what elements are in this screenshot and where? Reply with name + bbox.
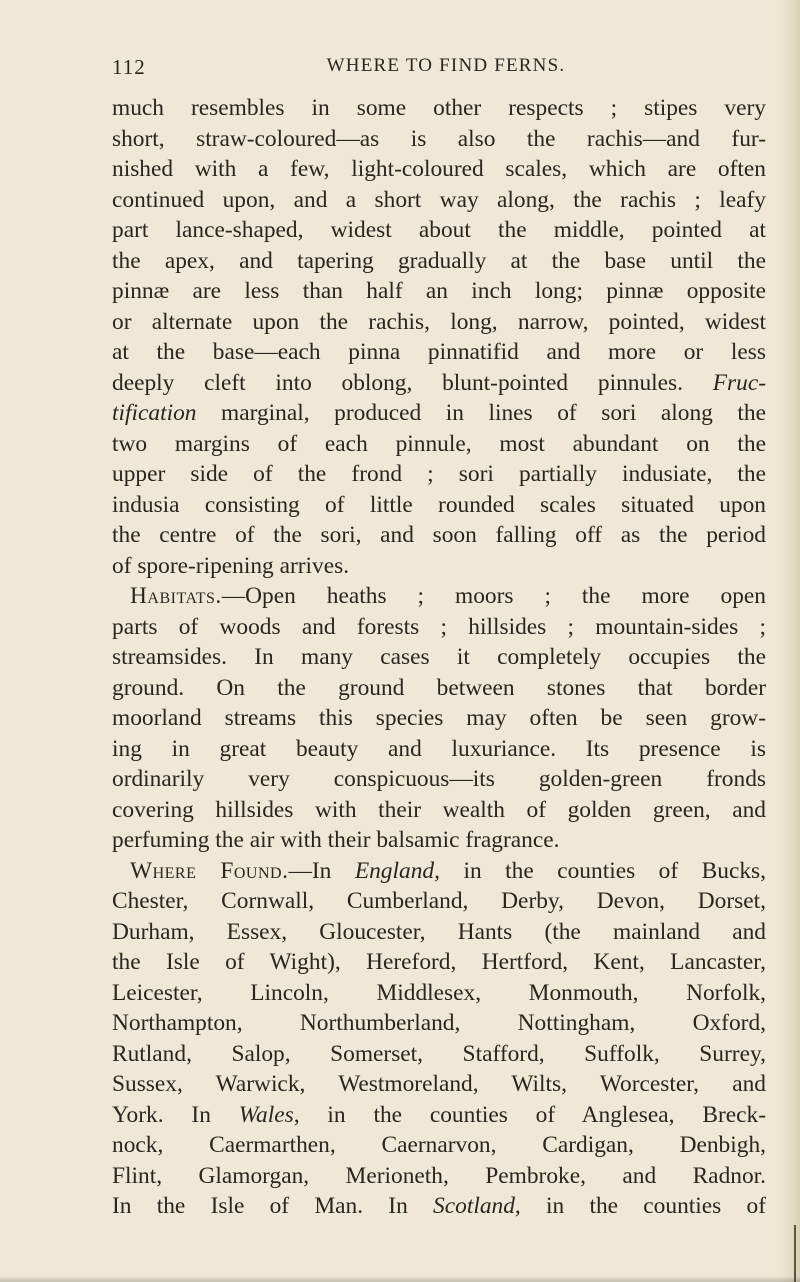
text-line: ordinarily very conspicuous—its golden-green fronds <box>112 766 766 792</box>
section-heading: Habitats. <box>130 583 222 609</box>
page-number: 112 <box>112 55 146 79</box>
text-line: much resembles in some other respects ; stipes very <box>112 95 766 121</box>
running-title: WHERE TO FIND FERNS. <box>326 55 566 76</box>
text-line: Flint, Glamorgan, Merioneth, Pembroke, and Radnor. <box>112 1162 766 1189</box>
text-line: ground. On the ground between stones that border <box>112 674 766 701</box>
text-line: nished with a few, light-coloured scales, which are often <box>112 156 766 182</box>
text-line: Durham, Essex, Gloucester, Hants (the mainland and <box>112 918 766 945</box>
text-line: continued upon, and a short way along, the rachis ; leafy <box>112 186 766 213</box>
text-line: Sussex, Warwick, Westmoreland, Wilts, Worcester, and <box>112 1071 766 1097</box>
text-line: moorland streams this species may often be seen grow- <box>112 705 766 731</box>
page-header <box>112 55 764 85</box>
text-line: covering hillsides with their wealth of golden green, and <box>112 796 766 823</box>
text-line: short, straw-coloured—as is also the rachis—and fur- <box>112 125 766 152</box>
text-line: the apex, and tapering gradually at the base until the <box>112 247 766 274</box>
text-line: pinnæ are less than half an inch long; pinnæ opposite <box>112 278 766 304</box>
text-line: two margins of each pinnule, most abundant on the <box>112 430 766 457</box>
text-line: Where Found.—In England, in the counties of Bucks, <box>130 857 766 884</box>
text-line: Leicester, Lincoln, Middlesex, Monmouth, Norfolk, <box>112 979 766 1006</box>
text-line: Chester, Cornwall, Cumberland, Derby, Devon, Dorset, <box>112 888 766 914</box>
text-line: at the base—each pinna pinnatifid and more or less <box>112 339 766 365</box>
text-line: of spore-ripening arrives. <box>112 552 350 579</box>
text-line: nock, Caermarthen, Caernarvon, Cardigan, Denbigh, <box>112 1132 766 1158</box>
text-line: part lance-shaped, widest about the middle, pointed at <box>112 217 766 243</box>
italic-term: Fruc- <box>712 369 766 396</box>
text-line: upper side of the frond ; sori partially indusiate, the <box>112 461 766 487</box>
text-line: the Isle of Wight), Hereford, Hertford, Kent, Lancaster, <box>112 949 766 975</box>
text-line: ing in great beauty and luxuriance. Its presence is <box>112 735 766 762</box>
body-text <box>112 93 766 1222</box>
section-heading: Where Found. <box>130 857 289 884</box>
text-line: York. In Wales, in the counties of Anglesea, Breck- <box>112 1101 766 1128</box>
italic-term: tification <box>112 400 197 426</box>
text-line: indusia consisting of little rounded scales situated upon <box>112 491 766 518</box>
page-edge <box>778 0 800 1282</box>
text-line: the centre of the sori, and soon falling off as the period <box>112 522 766 548</box>
text-line: tification marginal, produced in lines of sori along the <box>112 400 766 426</box>
page-edge-line <box>794 1225 796 1282</box>
italic-term: Wales, <box>238 1101 300 1128</box>
text-line: In the Isle of Man. In Scotland, in the counties of <box>112 1193 766 1219</box>
text-line: Rutland, Salop, Somerset, Stafford, Suffolk, Surrey, <box>112 1040 766 1067</box>
text-line: perfuming the air with their balsamic fragrance. <box>112 827 560 853</box>
text-line: streamsides. In many cases it completely occupies the <box>112 644 766 670</box>
italic-term: Scotland, <box>433 1193 521 1219</box>
text-line: deeply cleft into oblong, blunt-pointed pinnules. Fruc- <box>112 369 766 396</box>
text-line: or alternate upon the rachis, long, narrow, pointed, widest <box>112 308 766 335</box>
text-line: Habitats.—Open heaths ; moors ; the more open <box>130 583 766 609</box>
text-line: Northampton, Northumberland, Nottingham, Oxford, <box>112 1010 766 1036</box>
italic-term: England, <box>354 857 440 884</box>
text-line: parts of woods and forests ; hillsides ; mountain-sides ; <box>112 613 766 640</box>
bottom-shadow <box>0 1276 800 1282</box>
